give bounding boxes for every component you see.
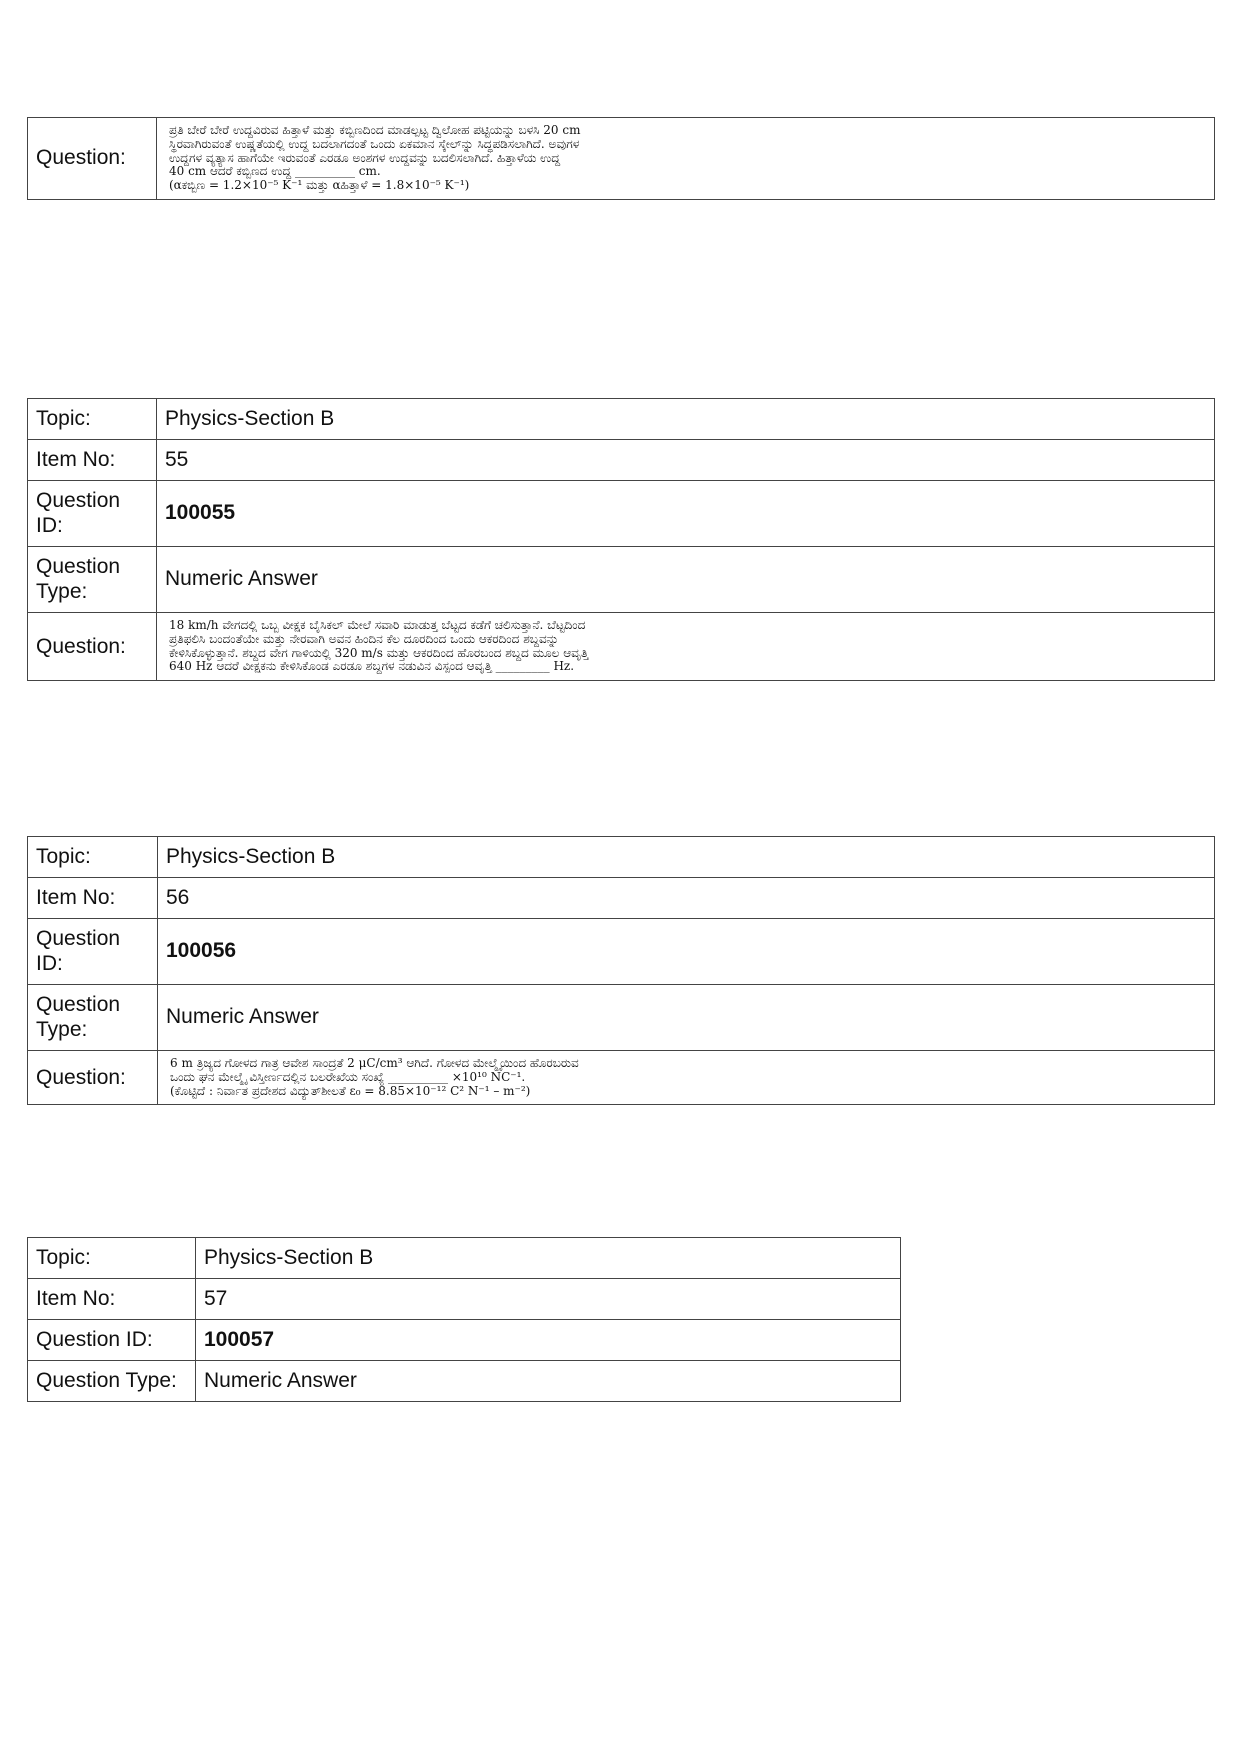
question-line: ಒಂದು ಘನ ಮೇಲ್ಮೈ ವಿಸ್ತೀರ್ಣದಲ್ಲಿನ ಬಲರೇಖೆಯ ಸಂಖ್ಯೆ __________ ×10¹⁰ NC⁻¹. xyxy=(170,1069,526,1084)
question-id-row xyxy=(28,919,1215,985)
question-table-57 xyxy=(27,1237,901,1402)
question-line: ಉದ್ದಗಳ ವ್ಯತ್ಯಾಸ ಹಾಗೆಯೇ ಇರುವಂತೆ ಎರಡೂ ಅಂಶಗಳ ಉದ್ದವನ್ನು ಬದಲಿಸಲಾಗಿದೆ. ಹಿತ್ತಾಳೆಯ ಉದ್ದ xyxy=(169,150,561,165)
item-no-row xyxy=(28,440,1215,481)
question-line: 6 m ತ್ರಿಜ್ಯದ ಗೋಳದ ಗಾತ್ರ ಆವೇಶ ಸಾಂದ್ರತೆ 2 μC/cm³ ಆಗಿದೆ. ಗೋಳದ ಮೇಲ್ಮೈಯಿಂದ ಹೊರಬರುವ xyxy=(170,1056,579,1070)
question-table-54 xyxy=(27,117,1215,200)
question-id-cell xyxy=(158,919,1215,985)
question-type-row xyxy=(28,547,1215,613)
item-no-label: Item No: xyxy=(28,1279,196,1320)
question-row xyxy=(28,118,1215,200)
topic-label: Topic: xyxy=(28,837,158,878)
topic-label: Topic: xyxy=(28,399,157,440)
item-no-label: Item No: xyxy=(28,878,158,919)
question-type-value: Numeric Answer xyxy=(158,985,1215,1051)
question-id-label: Question ID: xyxy=(28,481,157,547)
question-table-56 xyxy=(27,836,1215,1105)
question-line: (αಕಬ್ಬಿಣ = 1.2×10⁻⁵ K⁻¹ ಮತ್ತು αಹಿತ್ತಾಳೆ = 1.8×10⁻⁵ K⁻¹) xyxy=(169,178,470,193)
question-row xyxy=(28,613,1215,681)
question-type-label: Question Type: xyxy=(28,985,158,1051)
question-line: ಪ್ರತಿಫಲಿಸಿ ಬಂದಂತೆಯೇ ಮತ್ತು ನೇರವಾಗಿ ಅವನ ಹಿಂದಿನ ಕೆಲ ದೂರದಿಂದ ಒಂದು ಆಕರದಿಂದ ಶಬ್ದವನ್ನು xyxy=(169,631,559,646)
topic-value: Physics-Section B xyxy=(157,399,1215,440)
topic-value: Physics-Section B xyxy=(158,837,1215,878)
question-row xyxy=(28,1051,1215,1105)
item-no-row xyxy=(28,1279,901,1320)
question-line: (ಕೊಟ್ಟಿದೆ : ನಿರ್ವಾತ ಪ್ರದೇಶದ ವಿದ್ಯುತ್‌ಶೀಲತೆ ε₀ = 8.85×10⁻¹² C² N⁻¹ – m⁻²) xyxy=(170,1083,531,1098)
item-no-value: 57 xyxy=(196,1279,901,1320)
question-id-value: 100057 xyxy=(204,1327,275,1351)
question-type-row xyxy=(28,1361,901,1402)
question-id-cell xyxy=(157,481,1215,547)
question-text xyxy=(157,613,1215,681)
question-type-label: Question Type: xyxy=(28,547,157,613)
question-label: Question: xyxy=(28,1051,158,1105)
question-label: Question: xyxy=(28,613,157,681)
question-line: 40 cm ಆದರೆ ಕಬ್ಬಿಣದ ಉದ್ದ __________ cm. xyxy=(169,164,381,179)
question-id-value: 100056 xyxy=(166,939,237,963)
question-line: ಸ್ಥಿರವಾಗಿರುವಂತೆ ಉಷ್ಣತೆಯಲ್ಲಿ ಉದ್ದ ಬದಲಾಗದಂತೆ ಒಂದು ಏಕಮಾನ ಸ್ಕೇಲ್‌ನ್ನು ಸಿದ್ಧಪಡಿಸಲಾಗಿದೆ. ಅವುಗಳ xyxy=(169,136,580,151)
item-no-row xyxy=(28,878,1215,919)
question-table-55 xyxy=(27,398,1215,681)
question-id-cell xyxy=(196,1320,901,1361)
question-text xyxy=(157,118,1215,200)
question-id-label: Question ID: xyxy=(28,919,158,985)
topic-row xyxy=(28,399,1215,440)
question-type-row xyxy=(28,985,1215,1051)
item-no-label: Item No: xyxy=(28,440,157,481)
question-line: ಕೇಳಿಸಿಕೊಳ್ಳುತ್ತಾನೆ. ಶಬ್ದದ ವೇಗ ಗಾಳಿಯಲ್ಲಿ 320 m/s ಮತ್ತು ಆಕರದಿಂದ ಹೊರಬಂದ ಶಬ್ದದ ಮೂಲ ಆವೃತ್ತಿ xyxy=(169,645,589,660)
question-label: Question: xyxy=(28,118,157,200)
question-type-value: Numeric Answer xyxy=(196,1361,901,1402)
question-id-row xyxy=(28,1320,901,1361)
question-line: 18 km/h ವೇಗದಲ್ಲಿ ಒಬ್ಬ ವೀಕ್ಷಕ ಬೈಸಿಕಲ್ ಮೇಲೆ ಸವಾರಿ ಮಾಡುತ್ತ ಬೆಟ್ಟದ ಕಡೆಗೆ ಚಲಿಸುತ್ತಾನೆ. ಬೆಟ್ಟದಿಂದ xyxy=(169,618,586,632)
topic-label: Topic: xyxy=(28,1238,196,1279)
item-no-value: 55 xyxy=(157,440,1215,481)
topic-row xyxy=(28,837,1215,878)
topic-value: Physics-Section B xyxy=(196,1238,901,1279)
item-no-value: 56 xyxy=(158,878,1215,919)
question-line: 640 Hz ಆದರೆ ವೀಕ್ಷಕನು ಕೇಳಿಸಿಕೊಂಡ ಎರಡೂ ಶಬ್ದಗಳ ನಡುವಿನ ವಿಸ್ಪಂದ ಆವೃತ್ತಿ _________ Hz. xyxy=(169,659,575,674)
topic-row xyxy=(28,1238,901,1279)
question-type-value: Numeric Answer xyxy=(157,547,1215,613)
question-line: ಪ್ರತಿ ಬೇರೆ ಬೇರೆ ಉದ್ದವಿರುವ ಹಿತ್ತಾಳೆ ಮತ್ತು ಕಬ್ಬಿಣದಿಂದ ಮಾಡಲ್ಪಟ್ಟ ದ್ವಿಲೋಹ ಪಟ್ಟಿಯನ್ನು ಬಳಸಿ 20 cm xyxy=(169,123,581,137)
question-id-value: 100055 xyxy=(165,501,236,525)
question-type-label: Question Type: xyxy=(28,1361,196,1402)
question-id-row xyxy=(28,481,1215,547)
question-text xyxy=(158,1051,1215,1105)
question-id-label: Question ID: xyxy=(28,1320,196,1361)
